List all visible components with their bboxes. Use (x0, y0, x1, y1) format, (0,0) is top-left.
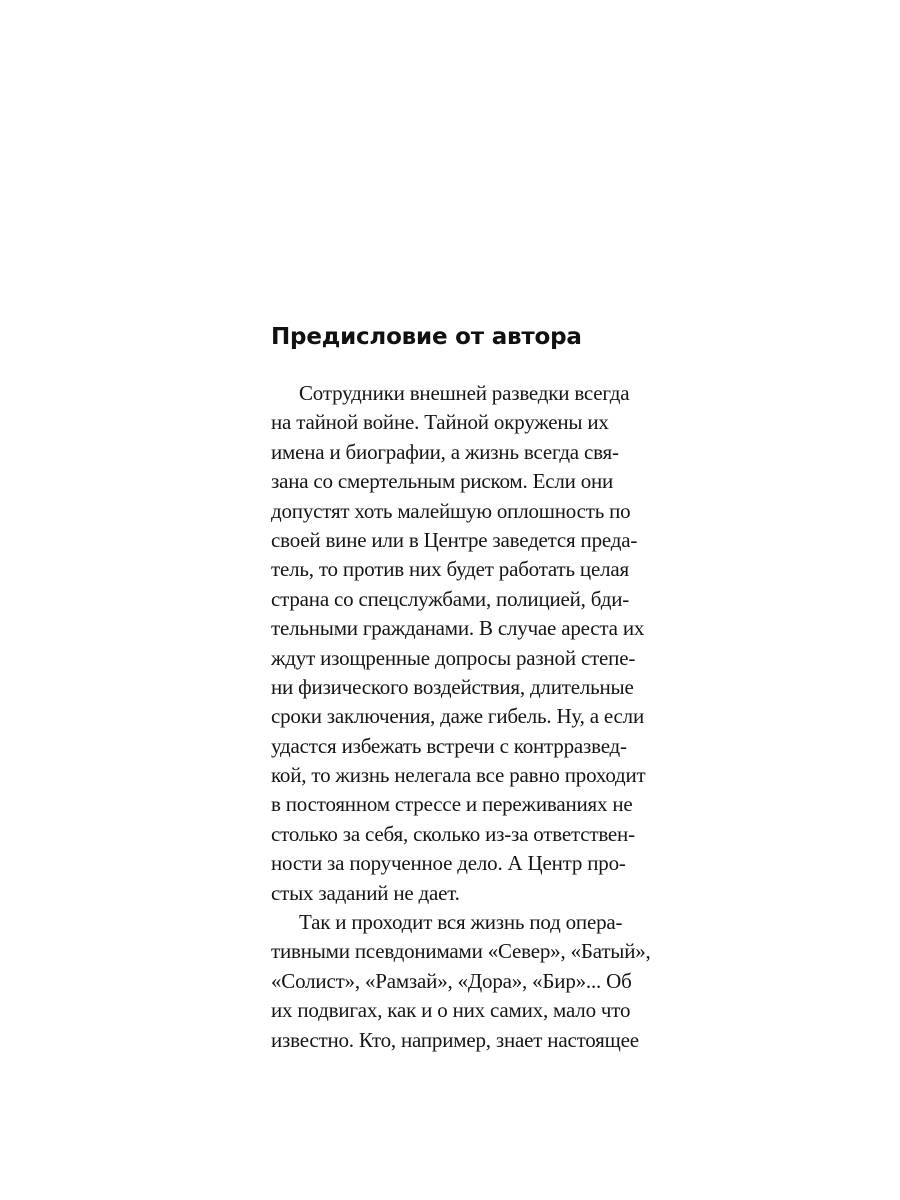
text-line: страна со спецслужбами, полицией, бди- (271, 586, 630, 611)
text-line: их подвигах, как и о них самих, мало что (271, 998, 631, 1023)
paragraph (271, 908, 671, 1055)
text-line: допустят хоть малейшую оплошность по (271, 498, 631, 523)
text-line: имена и биографии, а жизнь всегда свя- (271, 439, 619, 464)
text-line: тель, то против них будет работать целая (271, 557, 629, 582)
preface-body (271, 379, 671, 1055)
text-line: в постоянном стрессе и переживаниях не (271, 792, 633, 817)
text-line: тельными гражданами. В случае ареста их (271, 616, 645, 641)
text-line: «Солист», «Рамзай», «Дора», «Бир»... Об (271, 968, 632, 993)
text-line: тивными псевдонимами «Север», «Батый», (271, 939, 651, 964)
text-line: кой, то жизнь нелегала все равно проходит (271, 763, 646, 788)
text-line: известно. Кто, например, знает настоящее (271, 1027, 639, 1052)
text-line: зана со смертельным риском. Если они (271, 469, 614, 494)
section-heading: Предисловие от автора (271, 324, 582, 350)
text-line: ности за порученное дело. А Центр про- (271, 851, 626, 876)
text-line: стых заданий не дает. (271, 880, 460, 905)
text-line: ни физического воздействия, длительные (271, 674, 634, 699)
text-line: столько за себя, сколько из-за ответствен- (271, 821, 635, 846)
text-line: удастся избежать встречи с контрразвед- (271, 733, 627, 758)
text-line: Сотрудники внешней разведки всегда (299, 381, 630, 405)
text-line: своей вине или в Центре заведется преда- (271, 527, 638, 552)
text-line: на тайной войне. Тайной окружены их (271, 410, 609, 435)
text-line: сроки заключения, даже гибель. Ну, а если (271, 704, 644, 729)
text-line: Так и проходит вся жизнь под опера- (299, 910, 623, 935)
text-line: ждут изощренные допросы разной степе- (271, 645, 636, 670)
paragraph (271, 379, 671, 908)
